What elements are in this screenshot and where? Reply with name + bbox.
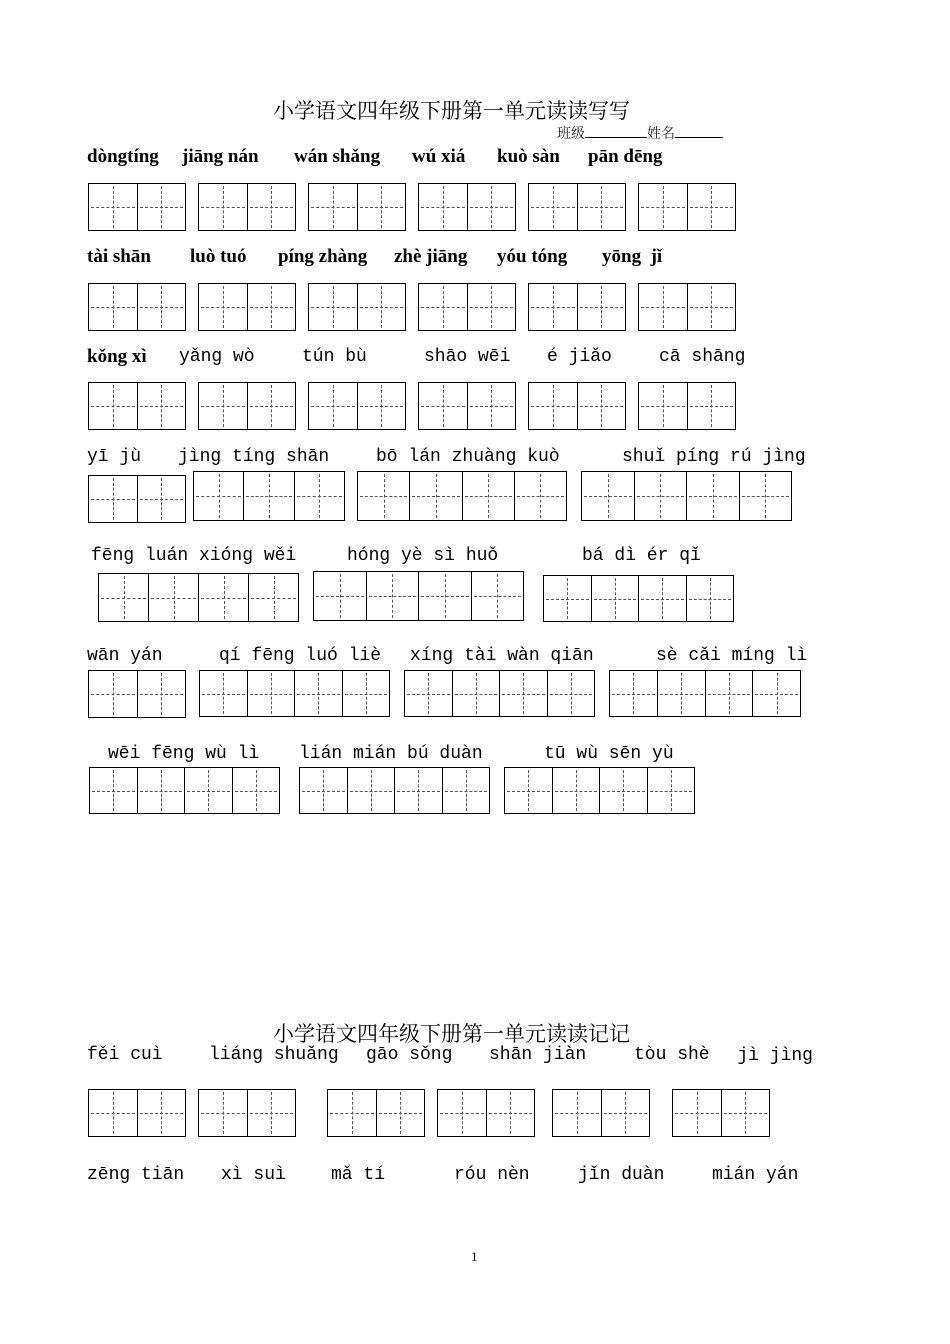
page-number: 1 [471,1249,478,1264]
writing-grid[interactable] [581,471,792,521]
pinyin: shāo wēi [424,347,511,367]
writing-grid[interactable] [543,575,734,622]
writing-grid[interactable] [528,183,626,231]
pinyin: píng zhàng [278,246,368,267]
pinyin: jìng tíng shān [178,447,330,467]
pinyin: bá dì ér qǐ [582,546,701,566]
pinyin: yōng jǐ [602,246,663,267]
writing-grid[interactable] [609,670,801,717]
writing-grid[interactable] [672,1089,770,1137]
writing-grid[interactable] [299,767,490,814]
section2-title: 小学语文四年级下册第一单元读读记记 [273,1022,630,1046]
pinyin: jì jìng [737,1046,813,1066]
writing-grid[interactable] [418,382,516,430]
writing-grid[interactable] [88,382,186,430]
pinyin: shuǐ píng rú jìng [622,447,806,467]
pinyin: yǎng wò [179,347,255,367]
pinyin: fěi cuì [87,1045,163,1065]
class-label: 班级 [557,126,585,142]
writing-grid[interactable] [308,183,406,231]
pinyin: luò tuó [190,246,247,267]
pinyin: liáng shuǎng [209,1045,339,1065]
writing-grid[interactable] [308,382,406,430]
name-label: 姓名 [647,126,675,142]
pinyin: zhè jiāng [394,246,468,267]
pinyin: kuò sàn [497,146,560,167]
pinyin: dòngtíng [87,146,159,167]
pinyin: tún bù [302,347,367,367]
pinyin: é jiǎo [547,347,612,367]
pinyin: kǒng xì [87,346,147,367]
name-blank[interactable] [675,123,723,138]
pinyin: tòu shè [634,1045,710,1065]
pinyin: lián mián bú duàn [299,744,483,764]
pinyin: tū wù sēn yù [544,744,674,764]
pinyin: wú xiá [412,146,466,167]
writing-grid[interactable] [638,183,736,231]
pinyin: yóu tóng [497,246,568,267]
writing-grid[interactable] [418,183,516,231]
writing-grid[interactable] [638,382,736,430]
pinyin: tài shān [87,246,151,267]
pinyin: jǐn duàn [578,1165,665,1185]
writing-grid[interactable] [89,767,280,814]
writing-grid[interactable] [198,1089,296,1137]
pinyin: wān yán [87,646,163,666]
pinyin: wán shǎng [294,146,381,167]
pinyin: bō lán zhuàng kuò [376,447,560,467]
class-blank[interactable] [585,123,647,138]
writing-grid[interactable] [88,283,186,331]
pinyin: cā shāng [659,347,746,367]
pinyin: shān jiàn [489,1045,587,1065]
writing-grid[interactable] [88,1089,186,1137]
section1-title: 小学语文四年级下册第一单元读读写写 [273,99,630,123]
writing-grid[interactable] [528,382,626,430]
writing-grid[interactable] [88,670,186,718]
writing-grid[interactable] [88,183,186,231]
writing-grid[interactable] [418,283,516,331]
pinyin: qí fēng luó liè [219,646,382,666]
writing-grid[interactable] [504,767,695,814]
writing-grid[interactable] [552,1089,650,1137]
writing-grid[interactable] [528,283,626,331]
pinyin: mǎ tí [331,1165,386,1185]
writing-grid[interactable] [98,573,299,622]
pinyin: róu nèn [454,1165,530,1185]
writing-grid[interactable] [88,475,186,523]
pinyin: xì suì [221,1165,286,1185]
writing-grid[interactable] [198,283,296,331]
pinyin: zēng tiān [87,1165,185,1185]
writing-grid[interactable] [198,183,296,231]
writing-grid[interactable] [313,571,524,621]
writing-grid[interactable] [437,1089,535,1137]
pinyin: sè cǎi míng lì [656,646,808,666]
class-name-line [557,123,723,143]
pinyin: yī jù [87,447,142,467]
pinyin: mián yán [712,1165,799,1185]
pinyin: jiāng nán [182,146,259,167]
pinyin: gāo sǒng [366,1045,453,1065]
writing-grid[interactable] [327,1089,425,1137]
pinyin: pān dēng [588,146,663,167]
writing-grid[interactable] [638,283,736,331]
writing-grid[interactable] [404,670,595,717]
pinyin: hóng yè sì huǒ [347,546,499,566]
pinyin: fēng luán xióng wěi [91,546,297,566]
writing-grid[interactable] [199,670,390,717]
writing-grid[interactable] [357,471,567,521]
pinyin: wēi fēng wù lì [108,744,260,764]
writing-grid[interactable] [308,283,406,331]
writing-grid[interactable] [193,471,345,521]
writing-grid[interactable] [198,382,296,430]
pinyin: xíng tài wàn qiān [410,646,594,666]
